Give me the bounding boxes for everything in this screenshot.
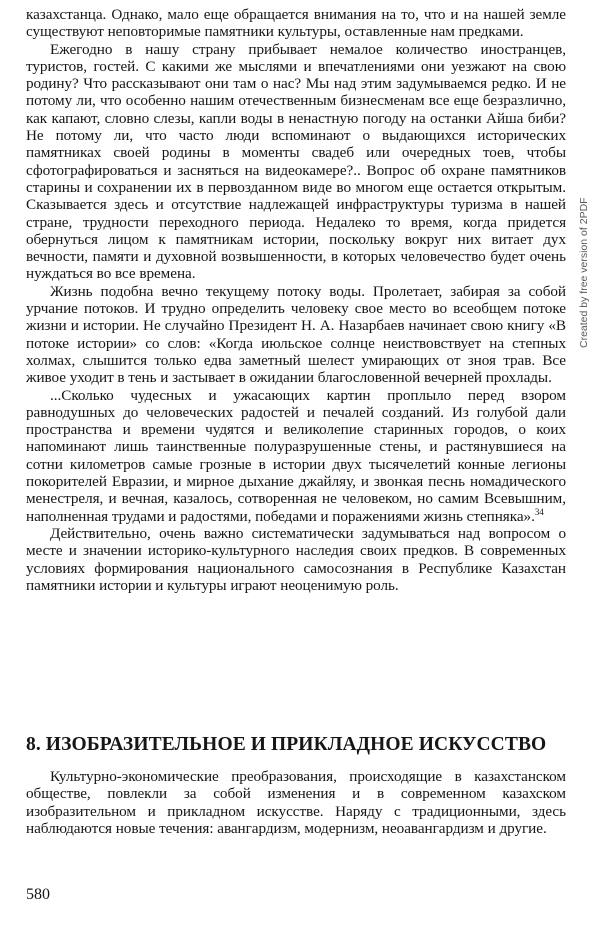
paragraph-2: Ежегодно в нашу страну прибывает немалое количество иностранцев, туристов, гостей. С какими же мыслями и впечатлениями они уезжают на свою родину? Что рассказывают они там о нас? Мы над этим задумываемся редко. И не потому ли, что особенно нашим отечественным бизнесменам все еще безразлично, как капают, словно слезы, капли воды в ненастную погоду на останки Айша биби? Не потому ли, что часто люди вспоминают о выдающихся исторических памятниках своей родины в моменты свадеб или очередных тоев, чтобы сфотографироваться и засняться на видеокамере?.. Вопрос об охране памятников старины и сохранении их в первозданном виде во многом еще остается открытым. Сказывается здесь и отсутствие надлежащей инфраструктуры туризма в нашей стране, трудности переходного периода. Недалеко то время, когда придется обернуться лицом к памятникам истории, поскольку вокруг них витает дух вечности, памяти и духовной возвышенности, в которых человечество будет очень нуждаться во все времена. <box>26 40 566 283</box>
quote-text: ...Сколько чудесных и ужасающих картин проплыло перед взором равнодушных до человеческих радостей и печалей созданий. Из голубой дали пространства и времени чудятся и великолепие старинных городов, о коих напоминают лишь таинственные полуразрушенные стены, и растянувшиеся на сотни километров самые грозные в истории двух тысячелетий конные легионы покорителей Евразии, и мирное дыхание джайляу, и звонкая песнь номадического менестреля, и вечная, казалось, сотворенная не человеком, но самим Всевышним, наполненная трудами и радостями, победами и поражениями жизнь степняка». <box>26 386 566 525</box>
paragraph-3: Жизнь подобна вечно текущему потоку воды. Пролетает, забирая за собой урчание потоков. И трудно определить человеку свое место во всеобщем потоке жизни и истории. Не случайно Президент Н. А. Назарбаев начинает свою книгу «В потоке истории» со слов: «Когда июльское солнце неиствовствует на степных холмах, слышится только едва заметный шелест умирающих от зноя трав. Все живое уходит в тень и застывает в ожидании благословенной вечерней прохлады. <box>26 282 566 387</box>
section-body <box>26 768 566 837</box>
footnote-reference: 34 <box>534 506 544 517</box>
paragraph-5: Действительно, очень важно систематически задумываться над вопросом о месте и значении историко-культурного наследия своих предков. В современных условиях формирования национального самосознания в Республике Казахстан памятники истории и культуры играют неоценимую роль. <box>26 524 566 594</box>
paragraph-1: казахстанца. Однако, мало еще обращается внимания на то, что и на нашей земле существуют неповторимые памятники культуры, оставленные нам предками. <box>26 6 566 41</box>
section-heading: 8. ИЗОБРАЗИТЕЛЬНОЕ И ПРИКЛАДНОЕ ИСКУССТВО <box>26 734 547 755</box>
page-number: 580 <box>26 886 50 903</box>
section-paragraph: Культурно-экономические преобразования, происходящие в казахстанском обществе, повлекли за собой изменения и в современном казахском изобразительном и прикладном искусстве. Наряду с традиционными, здесь наблюдаются новые течения: авангардизм, модернизм, неоавангардизм и другие. <box>26 768 566 837</box>
page-body <box>26 6 566 594</box>
paragraph-4-quote <box>26 387 566 525</box>
watermark-side-note: Created by free version of 2PDF <box>578 197 590 348</box>
